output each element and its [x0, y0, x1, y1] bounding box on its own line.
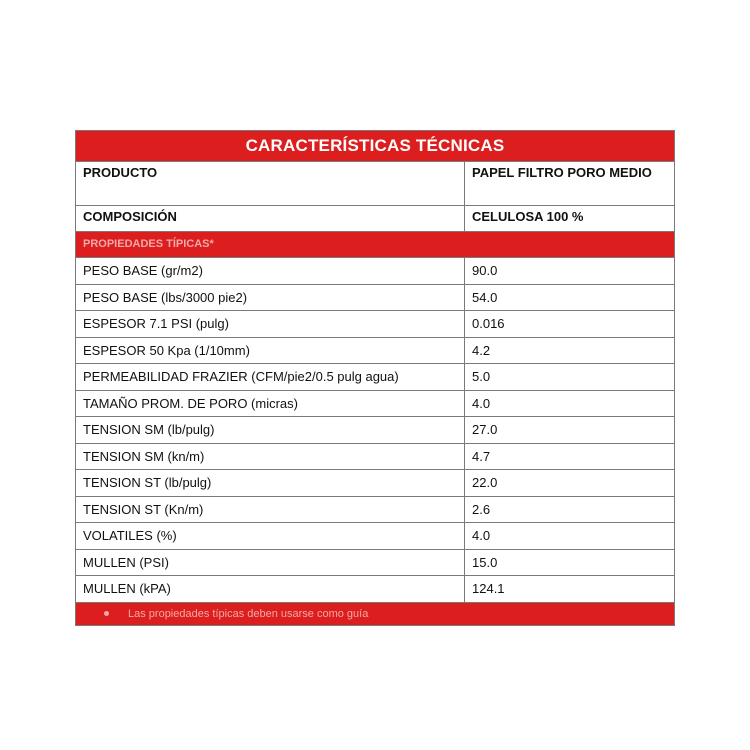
property-label: MULLEN (PSI) [76, 550, 465, 576]
footer-note-bar [76, 603, 674, 625]
property-label: TAMAÑO PROM. DE PORO (micras) [76, 391, 465, 417]
table-row [76, 417, 674, 444]
property-value: 0.016 [472, 316, 505, 331]
table-row [76, 470, 674, 497]
table-row [76, 550, 674, 577]
property-label: TENSION SM (lb/pulg) [76, 417, 465, 443]
property-label: ESPESOR 50 Kpa (1/10mm) [76, 338, 465, 364]
property-value: 4.0 [472, 528, 491, 543]
property-value: 4.7 [472, 448, 491, 464]
table-row [76, 497, 674, 524]
property-label: PERMEABILIDAD FRAZIER (CFM/pie2/0.5 pulg agua) [76, 364, 465, 390]
property-label: TENSION SM (kn/m) [76, 444, 465, 470]
table-row [76, 444, 674, 471]
property-value: 4.0 [472, 395, 491, 411]
composition-value: CELULOSA 100 % [472, 209, 584, 224]
property-value: 54.0 [472, 289, 498, 305]
bullet-icon [104, 611, 109, 616]
product-value: PAPEL FILTRO PORO MEDIO [472, 165, 652, 180]
footer-note: Las propiedades típicas deben usarse como guía [128, 607, 369, 620]
property-value: 15.0 [472, 554, 498, 570]
property-value: 124.1 [472, 581, 505, 596]
table-row [76, 576, 674, 603]
composition-row [76, 206, 674, 232]
property-value: 2.6 [472, 501, 491, 517]
section-header: PROPIEDADES TÍPICAS* [76, 232, 674, 258]
property-value: 22.0 [472, 475, 498, 490]
table-row [76, 338, 674, 365]
table-row [76, 523, 674, 550]
product-row [76, 162, 674, 206]
property-label: TENSION ST (lb/pulg) [76, 470, 465, 496]
property-label: MULLEN (kPA) [76, 576, 465, 602]
property-value: 27.0 [472, 422, 498, 437]
property-label: VOLATILES (%) [76, 523, 465, 549]
property-label: PESO BASE (lbs/3000 pie2) [76, 285, 465, 311]
product-label: PRODUCTO [76, 162, 465, 205]
table-row [76, 364, 674, 391]
table-row [76, 258, 674, 285]
property-label: ESPESOR 7.1 PSI (pulg) [76, 311, 465, 337]
table-row [76, 311, 674, 338]
table-row [76, 391, 674, 418]
property-label: PESO BASE (gr/m2) [76, 258, 465, 284]
property-value: 4.2 [472, 342, 491, 358]
spec-table [75, 130, 675, 626]
composition-label: COMPOSICIÓN [76, 206, 465, 231]
table-row [76, 285, 674, 312]
property-value: 5.0 [472, 369, 491, 384]
table-title: CARACTERÍSTICAS TÉCNICAS [76, 131, 674, 162]
property-label: TENSION ST (Kn/m) [76, 497, 465, 523]
property-value: 90.0 [472, 263, 498, 278]
